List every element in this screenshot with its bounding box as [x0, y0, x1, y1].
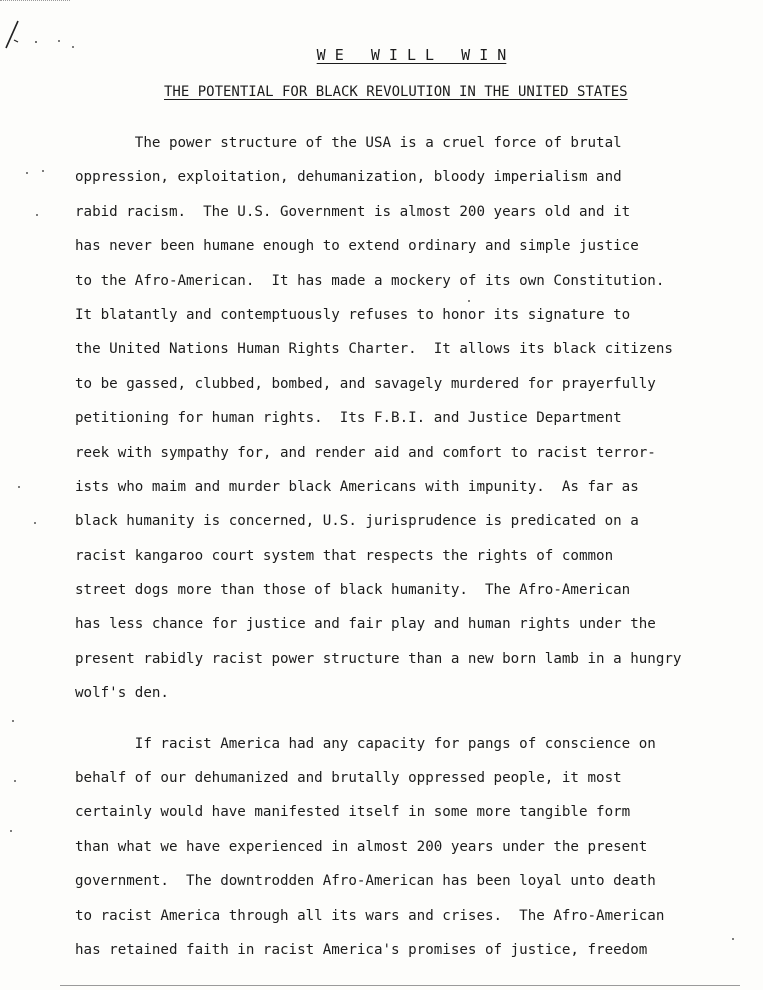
scan-bottom-edge: [60, 985, 740, 986]
text-line: has retained faith in racist America's promises of justice, freedom: [75, 941, 648, 958]
paragraph-1: [75, 133, 755, 718]
scan-speck: [42, 170, 44, 172]
scan-speck: [36, 214, 38, 216]
text-line: If racist America had any capacity for pangs of conscience on: [75, 735, 656, 752]
scan-speck: [58, 40, 60, 42]
scan-speck: [34, 522, 36, 524]
text-line: government. The downtrodden Afro-American has been loyal unto death: [75, 873, 656, 890]
scan-speck: [12, 720, 14, 722]
text-line: present rabidly racist power structure than a new born lamb in a hungry: [75, 650, 682, 667]
document-subtitle: THE POTENTIAL FOR BLACK REVOLUTION IN THE UNITED STATES: [164, 84, 628, 100]
text-line: It blatantly and contemptuously refuses to honor its signature to: [75, 306, 631, 323]
text-line: The power structure of the USA is a cruel force of brutal: [75, 135, 622, 151]
text-line: racist kangaroo court system that respects the rights of common: [75, 547, 614, 564]
text-line: oppression, exploitation, dehumanization, bloody imperialism and: [75, 169, 622, 186]
document-body: [75, 133, 755, 974]
text-line: reek with sympathy for, and render aid and comfort to racist terror-: [75, 444, 656, 461]
text-line: the United Nations Human Rights Charter. It allows its black citizens: [75, 341, 673, 358]
text-line: street dogs more than those of black humanity. The Afro-American: [75, 582, 631, 599]
text-line: ists who maim and murder black Americans with impunity. As far as: [75, 478, 639, 495]
text-line: certainly would have manifested itself in some more tangible form: [75, 804, 631, 821]
document-title-text: W E W I L L W I N: [316, 46, 507, 64]
scan-speck: [18, 486, 20, 488]
scan-speck: [14, 780, 16, 782]
text-line: has less chance for justice and fair play and human rights under the: [75, 616, 656, 633]
text-line: to racist America through all its wars and crises. The Afro-American: [75, 907, 665, 924]
text-line: black humanity is concerned, U.S. jurisprudence is predicated on a: [75, 513, 639, 530]
scan-edge-dots: [0, 0, 70, 5]
text-line: petitioning for human rights. Its F.B.I. and Justice Department: [75, 410, 622, 427]
document-title: [0, 46, 763, 64]
text-line: than what we have experienced in almost 200 years under the present: [75, 838, 648, 855]
text-line: wolf's den.: [75, 685, 169, 702]
paragraph-2: [75, 734, 755, 975]
text-line: rabid racism. The U.S. Government is almost 200 years old and it: [75, 203, 631, 220]
scan-speck: [26, 172, 28, 174]
text-line: to the Afro-American. It has made a mockery of its own Constitution.: [75, 272, 665, 289]
text-line: has never been humane enough to extend ordinary and simple justice: [75, 238, 639, 255]
scan-speck: [10, 830, 12, 832]
text-line: to be gassed, clubbed, bombed, and savagely murdered for prayerfully: [75, 375, 656, 392]
text-line: behalf of our dehumanized and brutally oppressed people, it most: [75, 770, 622, 787]
